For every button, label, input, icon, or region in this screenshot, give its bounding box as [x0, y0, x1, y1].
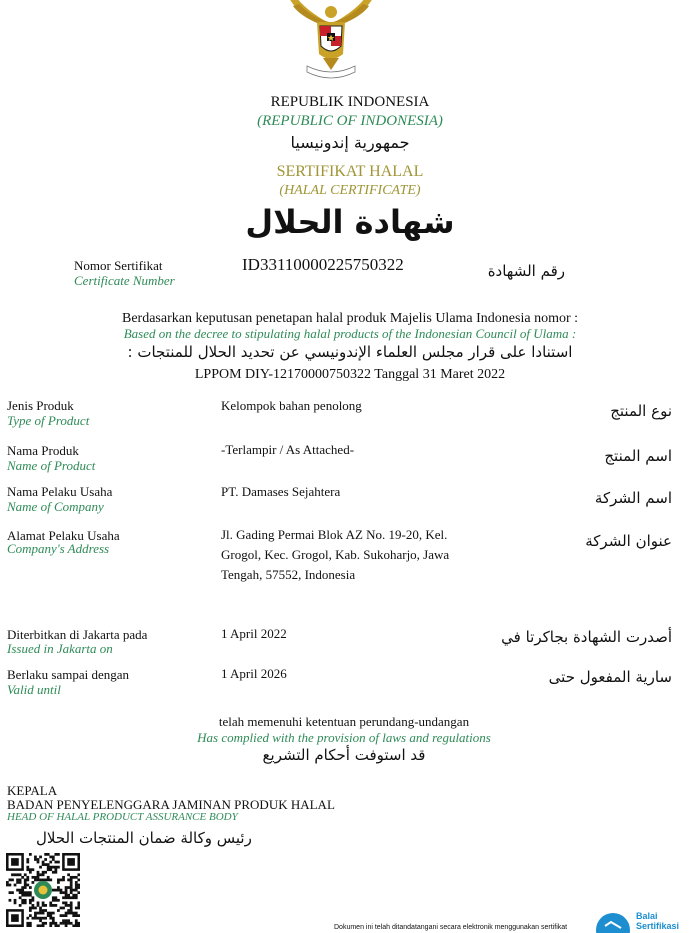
field-label-product-name-ar: اسم المنتج [604, 447, 672, 465]
field-value-issued: 1 April 2022 [221, 626, 287, 641]
bsre-logo [595, 910, 700, 933]
field-value-company-address [221, 525, 449, 585]
certificate-number-label: Nomor Sertifikat [74, 258, 163, 273]
field-label-valid-until-en: Valid until [7, 682, 61, 697]
certificate-title-ar: شهادة الحلال [245, 203, 455, 241]
address-line: Grogol, Kec. Grogol, Kab. Sukoharjo, Jawa [221, 547, 450, 562]
bsre-logo-icon [595, 910, 631, 933]
field-label-issued-en: Issued in Jakarta on [7, 641, 113, 656]
field-label-issued-ar: أصدرت الشهادة بجاكرتا في [501, 628, 672, 646]
garuda-emblem [283, 0, 379, 82]
certificate-title: SERTIFIKAT HALAL [276, 163, 424, 180]
bsre-text-2: Sertifikasi [636, 921, 680, 931]
field-label-company-address: Alamat Pelaku Usaha [7, 528, 120, 543]
electronic-signature-note: Dokumen ini telah ditandatangani secara elektronik menggunakan sertifikat [334, 924, 568, 931]
field-label-product-type-ar: نوع المنتج [610, 402, 672, 420]
address-line: Tengah, 57552, Indonesia [221, 567, 356, 582]
decree-reference: LPPOM DIY-12170000750322 Tanggal 31 Maret 2022 [194, 367, 506, 382]
certificate-number-label-en: Certificate Number [74, 273, 175, 288]
field-label-product-name: Nama Produk [7, 443, 79, 458]
field-label-product-name-en: Name of Product [7, 458, 96, 473]
field-label-company-name: Nama Pelaku Usaha [7, 484, 113, 499]
decree-text: Berdasarkan keputusan penetapan halal produk Majelis Ulama Indonesia nomor : [121, 311, 579, 326]
field-label-product-type-en: Type of Product [7, 413, 90, 428]
certificate-number: ID33110000225750322 [242, 255, 404, 274]
country-name-ar: جمهورية إندونيسيا [290, 133, 410, 152]
country-name: REPUBLIK INDONESIA [270, 94, 430, 110]
signatory-title: KEPALA [7, 783, 58, 798]
field-label-issued: Diterbitkan di Jakarta pada [7, 627, 148, 642]
compliance-text: telah memenuhi ketentuan perundang-undangan [218, 714, 470, 729]
qr-code [6, 853, 80, 927]
bsre-text-1: Balai [636, 911, 658, 921]
field-label-valid-until: Berlaku sampai dengan [7, 667, 130, 682]
certificate-title-en: (HALAL CERTIFICATE) [279, 183, 421, 198]
field-value-product-type: Kelompok bahan penolong [221, 398, 362, 413]
address-line: Jl. Gading Permai Blok AZ No. 19-20, Kel. [221, 527, 448, 542]
field-value-company-name: PT. Damases Sejahtera [221, 484, 341, 499]
field-label-company-address-ar: عنوان الشركة [585, 532, 672, 550]
field-label-valid-until-ar: سارية المفعول حتى [548, 668, 672, 686]
decree-text-en: Based on the decree to stipulating halal products of the Indonesian Council of Ulama : [123, 326, 577, 341]
field-label-company-address-en: Company's Address [7, 541, 110, 556]
country-name-en: (REPUBLIC OF INDONESIA) [257, 113, 443, 129]
compliance-text-ar: قد استوفت أحكام التشريع [262, 746, 426, 764]
field-value-valid-until: 1 April 2026 [221, 666, 287, 681]
field-value-product-name: -Terlampir / As Attached- [221, 442, 355, 457]
compliance-text-en: Has complied with the provision of laws and regulations [197, 730, 491, 745]
certificate-number-label-ar: رقم الشهادة [487, 262, 565, 280]
decree-text-ar: استنادا على قرار مجلس العلماء الإندونيسي عن تحديد الحلال للمنتجات : [127, 343, 573, 361]
signatory-body: BADAN PENYELENGGARA JAMINAN PRODUK HALAL [7, 797, 335, 812]
signatory-body-ar: رئيس وكالة ضمان المنتجات الحلال [36, 829, 252, 847]
field-label-product-type: Jenis Produk [7, 398, 74, 413]
field-label-company-name-en: Name of Company [7, 499, 104, 514]
field-label-company-name-ar: اسم الشركة [594, 489, 672, 507]
signatory-body-en: HEAD OF HALAL PRODUCT ASSURANCE BODY [7, 811, 238, 823]
